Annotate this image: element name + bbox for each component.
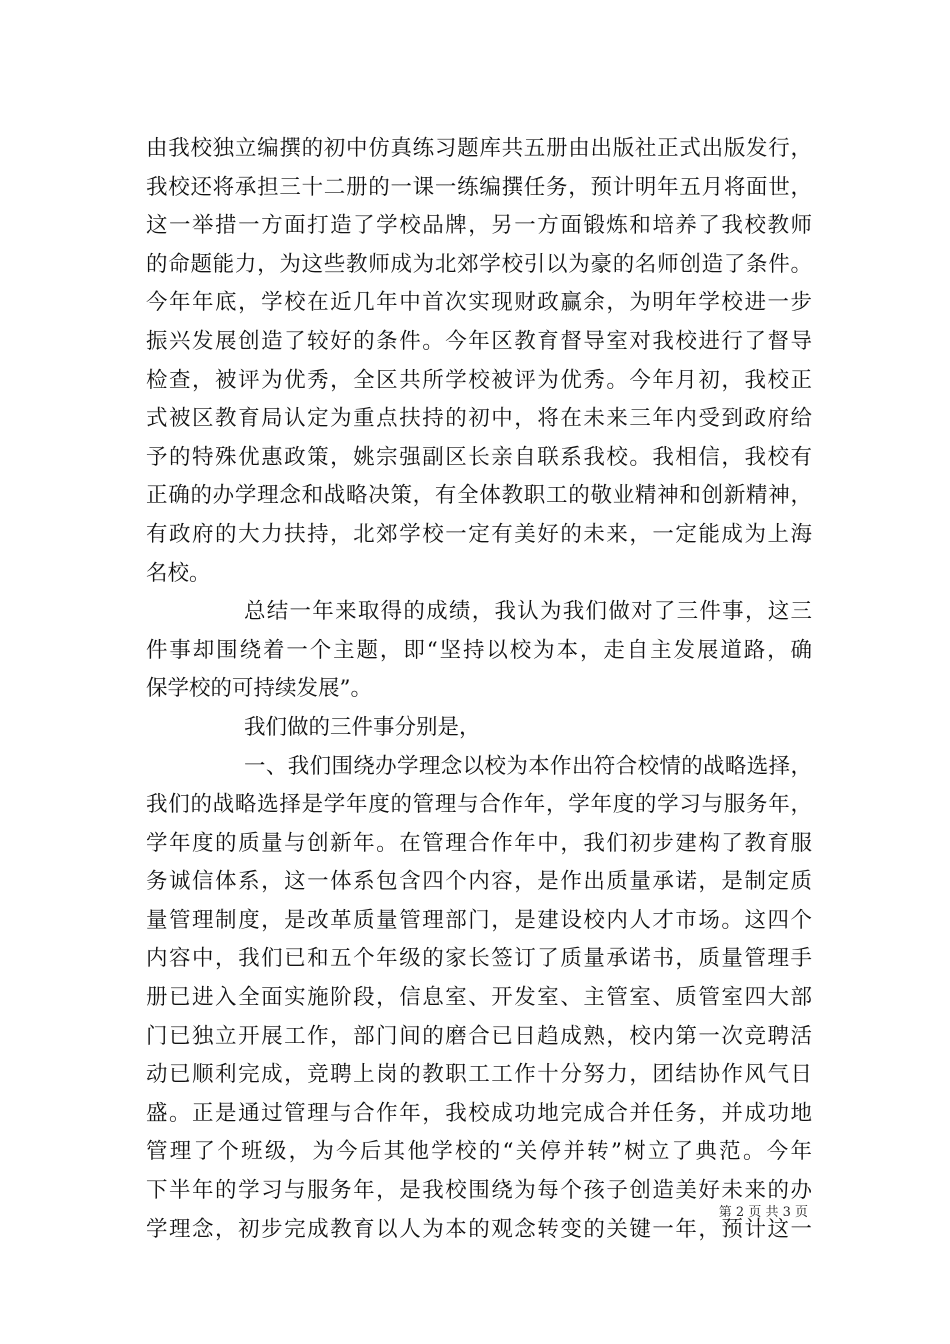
text-line: 册已进入全面实施阶段，信息室、开发室、主管室、质管室四大部 xyxy=(146,985,812,1011)
text-line: 予的特殊优惠政策，姚宗强副区长亲自联系我校。我相信，我校有 xyxy=(146,444,812,470)
text-line: 今年年底，学校在近几年中首次实现财政赢余，为明年学校进一步 xyxy=(146,290,812,316)
text-line: 务诚信体系，这一体系包含四个内容，是作出质量承诺，是制定质 xyxy=(146,869,812,895)
text-line: 振兴发展创造了较好的条件。今年区教育督导室对我校进行了督导 xyxy=(146,328,812,354)
text-line: 学理念，初步完成教育以人为本的观念转变的关键一年，预计这一 xyxy=(146,1216,812,1242)
text-line: 的命题能力，为这些教师成为北郊学校引以为豪的名师创造了条件。 xyxy=(146,251,812,277)
text-line: 我们的战略选择是学年度的管理与合作年，学年度的学习与服务年， xyxy=(146,792,812,818)
text-line: 管理了个班级，为今后其他学校的“关停并转”树立了典范。今年 xyxy=(146,1139,812,1165)
text-line: 门已独立开展工作，部门间的磨合已日趋成熟，校内第一次竞聘活 xyxy=(146,1023,812,1049)
text-line: 名校。 xyxy=(146,560,211,586)
text-line: 检查，被评为优秀，全区共所学校被评为优秀。今年月初，我校正 xyxy=(146,367,812,393)
text-line: 量管理制度，是改革质量管理部门，是建设校内人才市场。这四个 xyxy=(146,907,812,933)
text-line: 正确的办学理念和战略决策，有全体教职工的敬业精神和创新精神， xyxy=(146,483,812,509)
text-line: 有政府的大力扶持，北郊学校一定有美好的未来，一定能成为上海 xyxy=(146,521,812,547)
text-line: 内容中，我们已和五个年级的家长签订了质量承诺书，质量管理手 xyxy=(146,946,812,972)
text-line: 盛。正是通过管理与合作年，我校成功地完成合并任务，并成功地 xyxy=(146,1100,812,1126)
text-line: 动已顺利完成，竞聘上岗的教职工工作十分努力，团结协作风气日 xyxy=(146,1062,812,1088)
text-line: 学年度的质量与创新年。在管理合作年中，我们初步建构了教育服 xyxy=(146,830,812,856)
paragraph-start-line: 一、我们围绕办学理念以校为本作出符合校情的战略选择， xyxy=(244,753,812,779)
text-line: 式被区教育局认定为重点扶持的初中，将在未来三年内受到政府给 xyxy=(146,406,812,432)
text-line: 由我校独立编撰的初中仿真练习题库共五册由出版社正式出版发行， xyxy=(146,136,812,161)
text-line: 下半年的学习与服务年，是我校围绕为每个孩子创造美好未来的办 xyxy=(146,1178,812,1204)
text-line: 这一举措一方面打造了学校品牌，另一方面锻炼和培养了我校教师 xyxy=(146,213,812,239)
text-line: 我校还将承担三十二册的一课一练编撰任务，预计明年五月将面世， xyxy=(146,174,812,200)
paragraph-start-line: 总结一年来取得的成绩，我认为我们做对了三件事，这三 xyxy=(244,599,812,625)
text-line: 保学校的可持续发展”。 xyxy=(146,676,372,702)
page-number-footer: 第 2 页 共 3 页 xyxy=(718,1205,808,1220)
text-line: 件事却围绕着一个主题，即“坚持以校为本，走自主发展道路，确 xyxy=(146,637,812,663)
document-body xyxy=(146,130,812,1249)
paragraph-start-line: 我们做的三件事分别是， xyxy=(244,714,481,740)
